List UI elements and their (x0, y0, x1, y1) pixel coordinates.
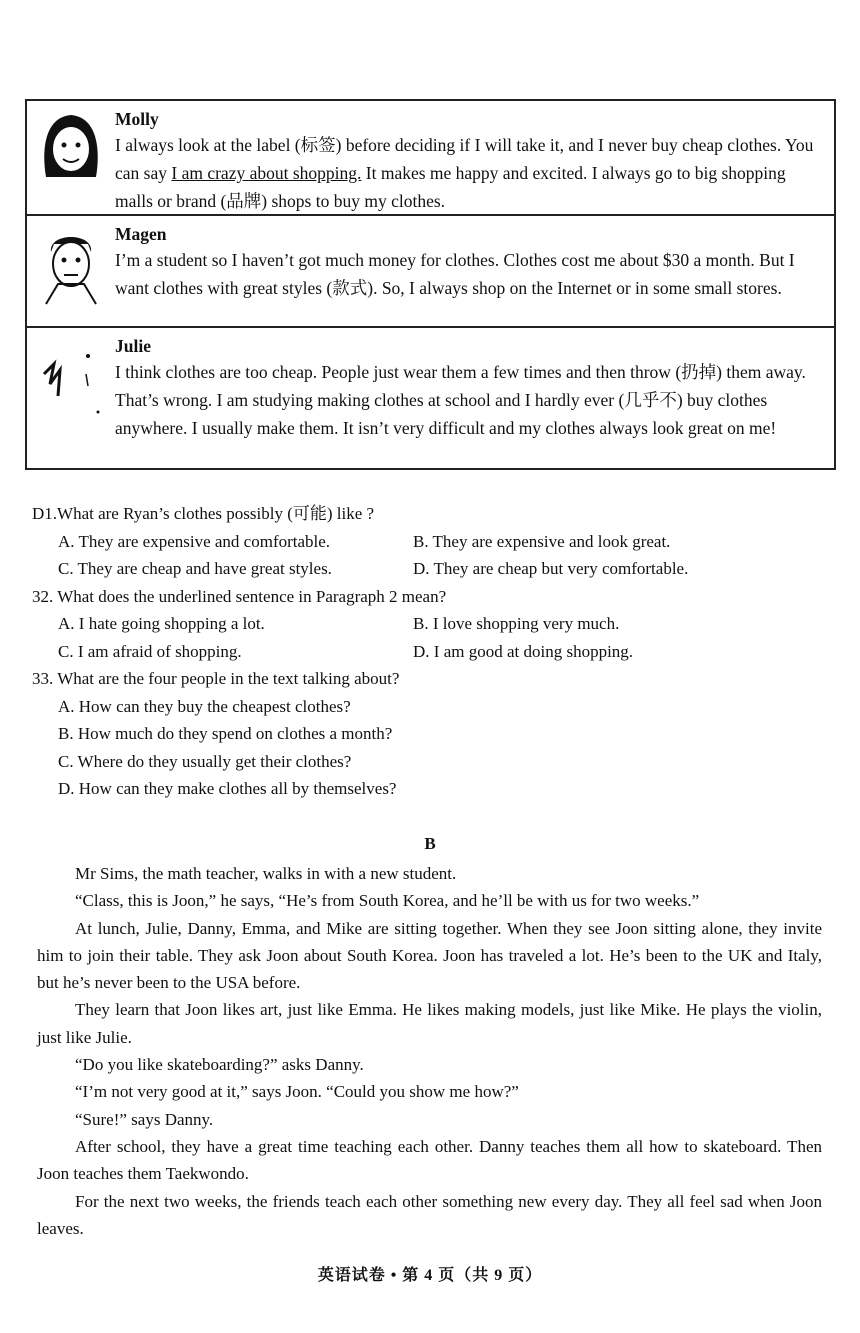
profile-magen (27, 216, 834, 328)
option-d: D. They are cheap but very comfortable. (413, 559, 689, 578)
option-c: C. Where do they usually get their clothes? (58, 751, 352, 771)
girl-portrait-icon (27, 101, 115, 214)
option-b: B. They are expensive and look great. (413, 531, 671, 551)
profiles-table (25, 99, 836, 470)
profile-julie (27, 328, 834, 468)
boy-portrait-icon (27, 216, 115, 326)
option-a: A. How can they buy the cheapest clothes? (58, 696, 351, 716)
profile-text-part: It makes me happy and excited. I always go to big shopping malls or brand (品牌) shops to buy my clothes. (115, 163, 786, 211)
passage-paragraph: Mr Sims, the math teacher, walks in with a new student. (75, 864, 457, 883)
question-32 (32, 583, 832, 666)
passage-paragraph: “Class, this is Joon,” he says, “He’s from South Korea, and he’ll be with us for two weeks.” (75, 891, 700, 911)
passage-paragraph: They learn that Joon likes art, just like Emma. He likes making models, just like Mike. He plays the violin, just like Julie. (37, 1000, 822, 1047)
passage-paragraph: At lunch, Julie, Danny, Emma, and Mike are sitting together. When they see Joon sitting alone, they invite him to join their table. They ask Joon about South Korea. Joon has traveled a lot. He’s been to the UK and Italy, but he’s never been to the USA before. (37, 918, 822, 993)
passage-paragraph: “Sure!” says Danny. (75, 1109, 214, 1129)
question-stem: 32. What does the underlined sentence in Paragraph 2 mean? (32, 586, 447, 606)
girl-sketch-icon (27, 328, 115, 468)
profile-text (115, 131, 826, 215)
profile-name: Magen (115, 224, 167, 244)
profile-text: I think clothes are too cheap. People just wear them a few times and then throw (扔掉) them away. That’s wrong. I am studying making clothes at school and I hardly ever (几乎不) buy clothes anywhere. I usually make them. It isn’t very difficult and my clothes always look great on me! (115, 362, 806, 438)
option-d: D. I am good at doing shopping. (413, 641, 634, 661)
underlined-sentence: I am crazy about shopping. (171, 163, 362, 183)
question-33 (32, 665, 832, 803)
option-a: A. They are expensive and comfortable. (58, 531, 331, 551)
option-c: C. They are cheap and have great styles. (58, 559, 332, 578)
profile-text: I’m a student so I haven’t got much money for clothes. Clothes cost me about $30 a month. But I want clothes with great styles (款式). So, I always shop on the Internet or in some small stores. (115, 250, 795, 298)
passage-paragraph: “Do you like skateboarding?” asks Danny. (75, 1055, 364, 1075)
passage-paragraph: For the next two weeks, the friends teach each other something new every day. They all feel sad when Joon leaves. (37, 1191, 822, 1238)
question-31 (32, 500, 832, 583)
passage-paragraph: After school, they have a great time teaching each other. Danny teaches them all how to skateboard. Then Joon teaches them Taekwondo. (37, 1136, 822, 1184)
profile-molly (27, 101, 834, 216)
option-c: C. I am afraid of shopping. (58, 641, 242, 661)
option-b: B. I love shopping very much. (413, 614, 620, 633)
option-a: A. I hate going shopping a lot. (58, 614, 265, 633)
profile-text-part: I always look at the label (标签) before deciding if I will take it, and I never buy cheap clothes. You can say (115, 135, 814, 183)
section-b-title: B (424, 834, 436, 853)
question-stem: 33. What are the four people in the text talking about? (32, 669, 400, 688)
questions-section (32, 500, 832, 803)
profile-name: Molly (115, 109, 159, 129)
page-footer: 英语试卷 • 第 4 页（共 9 页） (317, 1267, 543, 1284)
option-b: B. How much do they spend on clothes a month? (58, 724, 393, 743)
passage-paragraph: “I’m not very good at it,” says Joon. “Could you show me how?” (75, 1082, 519, 1102)
passage-b (37, 860, 822, 1242)
profile-name: Julie (115, 336, 151, 356)
option-d: D. How can they make clothes all by themselves? (58, 779, 397, 798)
question-stem: D1.What are Ryan’s clothes possibly (可能) like ? (32, 504, 375, 523)
